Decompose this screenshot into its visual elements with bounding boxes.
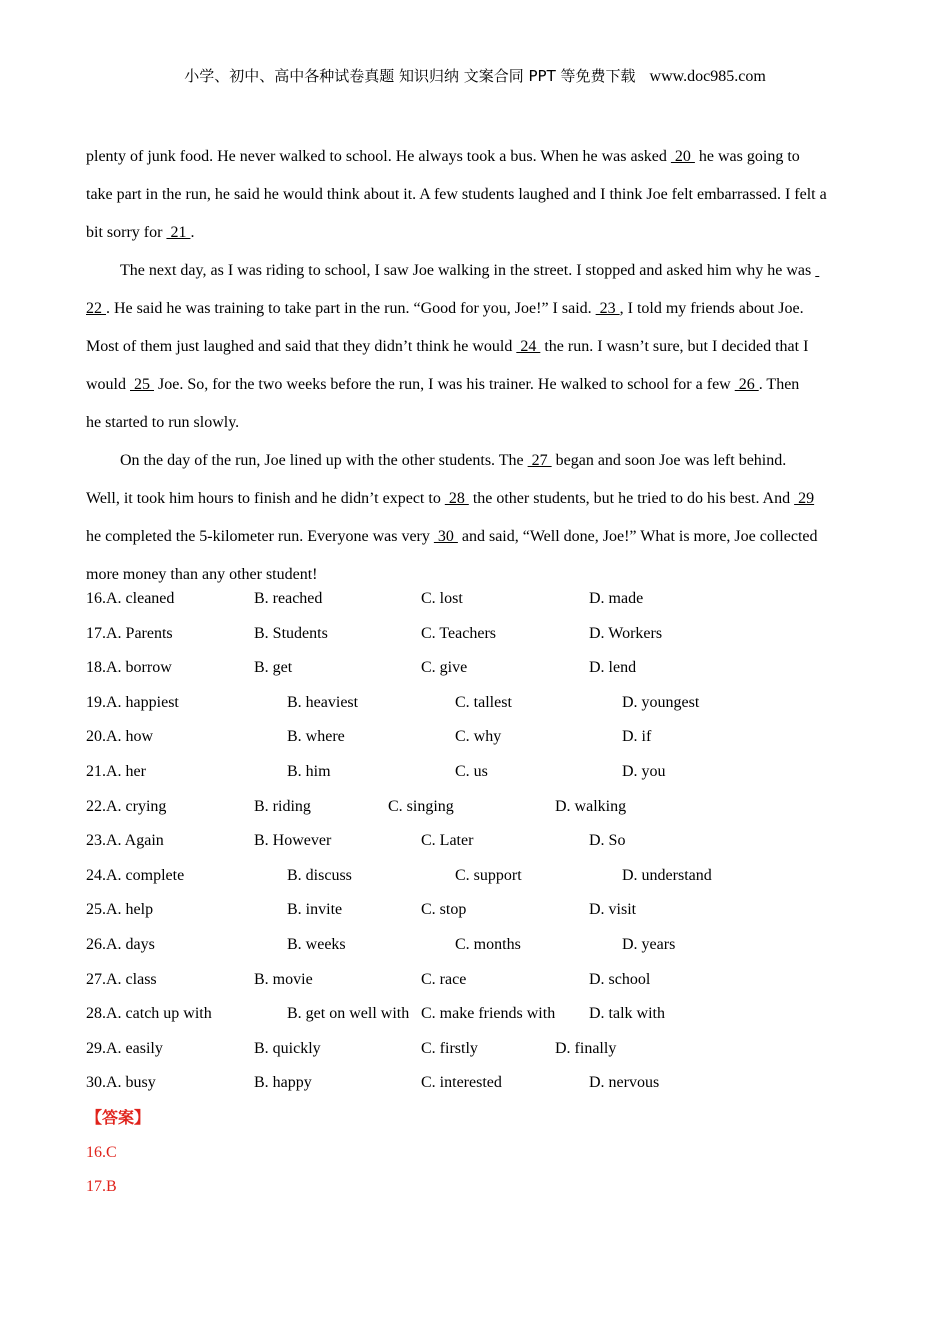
option-d: D. finally (555, 1039, 617, 1057)
question-row (86, 790, 876, 825)
option-b: B. happy (254, 1074, 312, 1092)
question-options (86, 582, 876, 1101)
question-row (86, 651, 876, 686)
passage-line (86, 252, 864, 290)
option-c: C. race (421, 970, 467, 988)
question-row (86, 617, 876, 652)
option-d: D. if (622, 728, 652, 746)
passage-text: take part in the run, he said he would think about it. A few students laughed and I think Joe felt embarrassed. I felt a (86, 186, 827, 203)
passage-line (86, 366, 864, 404)
option-d: D. understand (622, 866, 712, 884)
passage-text: he started to run slowly. (86, 414, 240, 431)
option-d: D. youngest (622, 693, 700, 711)
option-b: B. heaviest (287, 693, 359, 711)
question-row (86, 1032, 876, 1067)
passage-text: began and soon Joe was left behind. (551, 452, 787, 469)
passage-line (86, 442, 864, 480)
passage-text: plenty of junk food. He never walked to school. He always took a bus. When he was asked (86, 148, 671, 165)
option-b: B. where (287, 728, 345, 746)
question-row (86, 997, 876, 1032)
option-a: 19.A. happiest (86, 693, 179, 711)
option-c: C. months (455, 935, 521, 953)
option-a: 29.A. easily (86, 1039, 163, 1057)
option-d: D. So (589, 832, 626, 850)
passage-text: The next day, as I was riding to school, I saw Joe walking in the street. I stopped and asked him why he was (120, 262, 816, 279)
answer-item: 16.C (86, 1144, 117, 1161)
passage-text: . (190, 224, 195, 241)
option-b: B. get on well with (287, 1005, 410, 1023)
passage-line (86, 290, 864, 328)
option-d: D. visit (589, 901, 637, 919)
passage-text: and said, “Well done, Joe!” What is more, Joe collected (457, 528, 818, 545)
option-a: 20.A. how (86, 728, 154, 746)
option-a: 22.A. crying (86, 797, 167, 815)
option-a: 25.A. help (86, 901, 154, 919)
passage-text: bit sorry for (86, 224, 167, 241)
option-c: C. singing (388, 797, 454, 815)
passage-text: . He said he was training to take part in the run. “Good for you, Joe!” I said. (106, 300, 596, 317)
header-url: www.doc985.com (649, 68, 766, 85)
option-c: C. lost (421, 590, 463, 607)
option-a: 26.A. days (86, 935, 155, 953)
option-b: B. movie (254, 970, 313, 988)
passage-line (86, 328, 864, 366)
option-d: D. years (622, 935, 676, 953)
blank-number: 25 (130, 376, 154, 393)
blank-number: 27 (527, 452, 552, 469)
option-b: B. quickly (254, 1039, 321, 1057)
option-d: D. made (589, 590, 644, 607)
option-c: C. give (421, 659, 468, 677)
option-c: C. why (455, 728, 502, 746)
blank-number: 20 (670, 148, 695, 165)
question-row (86, 582, 876, 617)
option-c: C. tallest (455, 693, 512, 711)
option-b: B. get (254, 659, 293, 677)
blank-number (815, 262, 819, 279)
option-d: D. lend (589, 659, 637, 677)
blank-number: 23 (595, 300, 620, 317)
option-d: D. Workers (589, 624, 663, 642)
option-a: 23.A. Again (86, 832, 164, 850)
option-c: C. support (455, 866, 522, 884)
passage-text: the run. I wasn’t sure, but I decided that I (540, 338, 809, 355)
option-a: 17.A. Parents (86, 624, 173, 642)
passage-line (86, 138, 864, 176)
passage-line (86, 214, 864, 252)
passage-line (86, 480, 864, 518)
option-b: B. him (287, 762, 331, 780)
option-d: D. walking (555, 797, 627, 815)
blank-number: 21 (166, 224, 191, 241)
blank-number: 28 (444, 490, 469, 507)
option-b: B. Students (254, 624, 328, 642)
blank-number: 26 (734, 376, 759, 393)
passage-text: more money than any other student! (86, 566, 318, 583)
option-b: B. However (254, 832, 332, 850)
passage-text: Most of them just laughed and said that they didn’t think he would (86, 338, 517, 355)
option-a: 30.A. busy (86, 1074, 156, 1092)
option-a: 24.A. complete (86, 866, 185, 884)
option-a: 21.A. her (86, 762, 146, 780)
option-b: B. riding (254, 797, 311, 815)
blank-number: 30 (433, 528, 458, 545)
passage-line (86, 176, 864, 214)
option-b: B. reached (254, 590, 323, 607)
option-c: C. stop (421, 901, 467, 919)
option-d: D. talk with (589, 1005, 665, 1023)
option-b: B. invite (287, 901, 343, 919)
option-c: C. us (455, 762, 488, 780)
option-c: C. Teachers (421, 624, 496, 642)
question-row (86, 686, 876, 721)
option-b: B. weeks (287, 935, 346, 953)
option-a: 16.A. cleaned (86, 590, 175, 607)
blank-number: 22 (86, 300, 106, 317)
option-a: 27.A. class (86, 970, 157, 988)
passage-text: , I told my friends about Joe. (619, 300, 804, 317)
question-row (86, 928, 876, 963)
header-text: 小学、初中、高中各种试卷真题 知识归纳 文案合同 PPT 等免费下载 (184, 67, 636, 85)
passage-line (86, 404, 864, 442)
option-c: C. interested (421, 1074, 502, 1092)
question-row (86, 859, 876, 894)
passage-text: . Then (758, 376, 800, 393)
option-d: D. school (589, 970, 651, 988)
cloze-passage (86, 138, 864, 594)
blank-number: 24 (516, 338, 541, 355)
option-c: C. firstly (421, 1039, 478, 1057)
option-c: C. Later (421, 832, 474, 850)
passage-text: he completed the 5-kilometer run. Everyone was very (86, 528, 434, 545)
passage-text: he was going to (694, 148, 800, 165)
passage-text: the other students, but he tried to do his best. And (468, 490, 795, 507)
passage-text: Joe. So, for the two weeks before the run, I was his trainer. He walked to school for a few (154, 376, 735, 393)
passage-line (86, 518, 864, 556)
option-a: 18.A. borrow (86, 659, 172, 677)
question-row (86, 1066, 876, 1101)
blank-number: 29 (794, 490, 815, 507)
answer-item: 17.B (86, 1178, 117, 1195)
passage-text: would (86, 376, 130, 393)
option-b: B. discuss (287, 866, 352, 884)
option-d: D. you (622, 762, 666, 780)
passage-text: Well, it took him hours to finish and he didn’t expect to (86, 490, 445, 507)
question-row (86, 963, 876, 998)
option-c: C. make friends with (421, 1005, 556, 1023)
passage-text: On the day of the run, Joe lined up with the other students. The (120, 452, 528, 469)
answer-label: 【答案】 (86, 1108, 151, 1127)
option-d: D. nervous (589, 1074, 660, 1092)
page-header (0, 64, 950, 89)
question-row (86, 824, 876, 859)
question-row (86, 755, 876, 790)
option-a: 28.A. catch up with (86, 1005, 212, 1023)
question-row (86, 893, 876, 928)
question-row (86, 720, 876, 755)
